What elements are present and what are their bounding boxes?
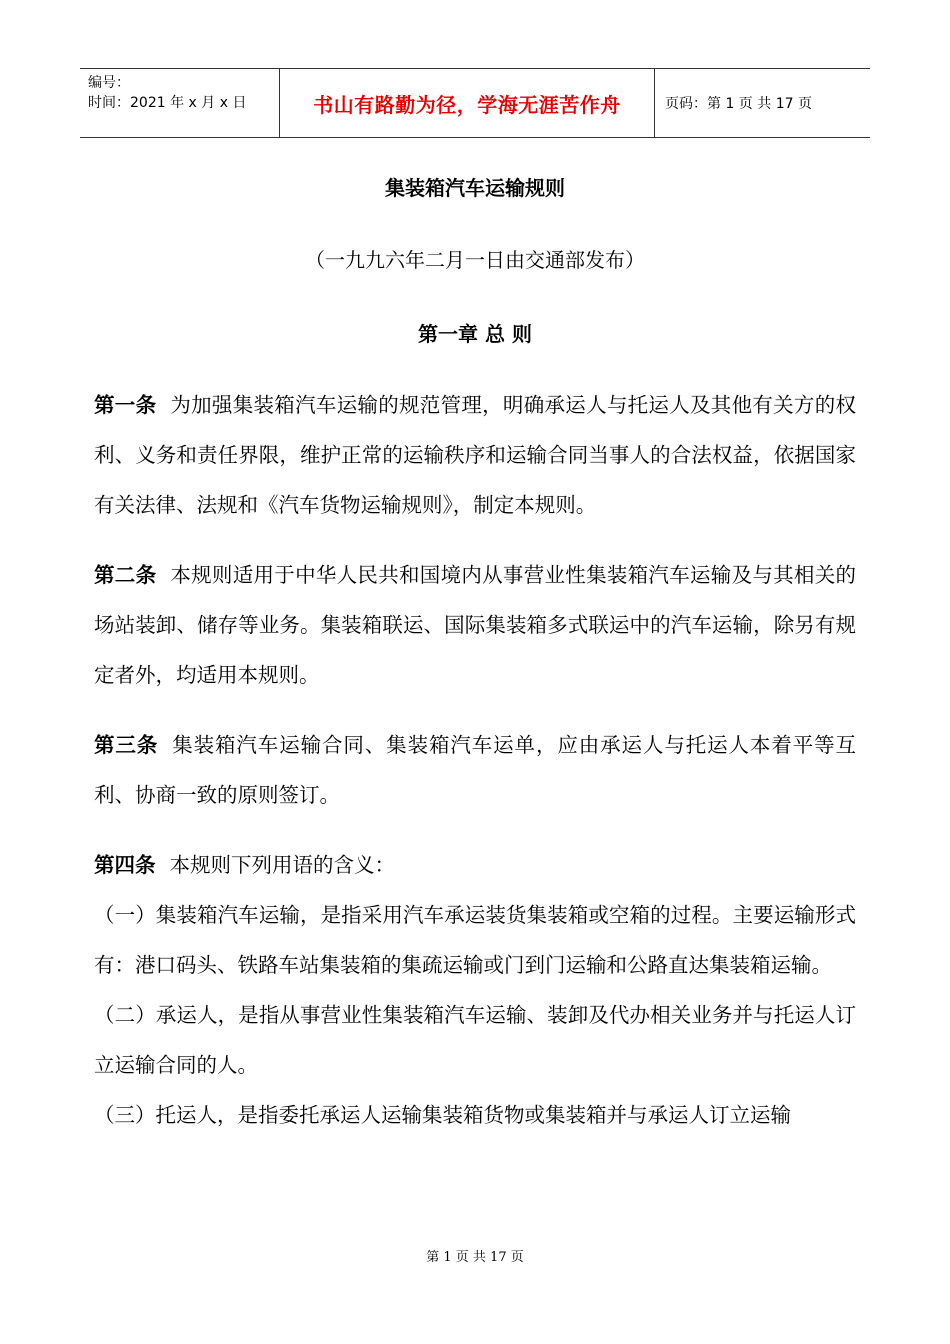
definition-item: （三）托运人，是指委托承运人运输集装箱货物或集装箱并与承运人订立运输	[94, 1103, 791, 1127]
article-label: 第一条	[94, 393, 157, 417]
article-label: 第二条	[94, 563, 157, 587]
header-meta	[80, 69, 280, 137]
doc-date-label: 时间：2021 年 x 月 x 日	[88, 95, 247, 111]
article-label: 第三条	[94, 733, 159, 757]
page-footer: 第 1 页 共 17 页	[426, 1250, 524, 1265]
article-1	[94, 380, 856, 530]
article-3	[94, 720, 856, 820]
header-page-info: 页码：第 1 页 共 17 页	[665, 96, 812, 112]
document-body	[94, 380, 856, 1140]
article-text: 为加强集装箱汽车运输的规范管理，明确承运人与托运人及其他有关方的权利、义务和责任界限，维护正常的运输秩序和运输合同当事人的合法权益，依据国家有关法律、法规和《汽车货物运输规则》，制定本规则。	[94, 393, 857, 517]
article-label: 第四条	[94, 853, 156, 877]
document-title: 集装箱汽车运输规则	[385, 176, 565, 200]
article-2	[94, 550, 856, 700]
article-text: 本规则适用于中华人民共和国境内从事营业性集装箱汽车运输及与其相关的场站装卸、储存等业务。集装箱联运、国际集装箱多式联运中的汽车运输，除另有规定者外，均适用本规则。	[94, 563, 857, 687]
definition-item: （一）集装箱汽车运输，是指采用汽车承运装货集装箱或空箱的过程。主要运输形式有：港口码头、铁路车站集装箱的集疏运输或门到门运输和公路直达集装箱运输。	[94, 903, 856, 977]
definition-item: （二）承运人，是指从事营业性集装箱汽车运输、装卸及代办相关业务并与托运人订立运输合同的人。	[94, 1003, 856, 1077]
article-text: 本规则下列用语的含义：	[169, 853, 395, 877]
article-4	[94, 840, 856, 890]
doc-number-label: 编号：	[88, 75, 130, 91]
header-motto: 书山有路勤为径，学海无涯苦作舟	[280, 69, 655, 137]
article-text: 集装箱汽车运输合同、集装箱汽车运单，应由承运人与托运人本着平等互利、协商一致的原则签订。	[94, 733, 857, 807]
chapter-heading: 第一章 总 则	[418, 322, 532, 346]
page-header	[80, 68, 870, 138]
document-subtitle: （一九九六年二月一日由交通部发布）	[305, 248, 645, 272]
